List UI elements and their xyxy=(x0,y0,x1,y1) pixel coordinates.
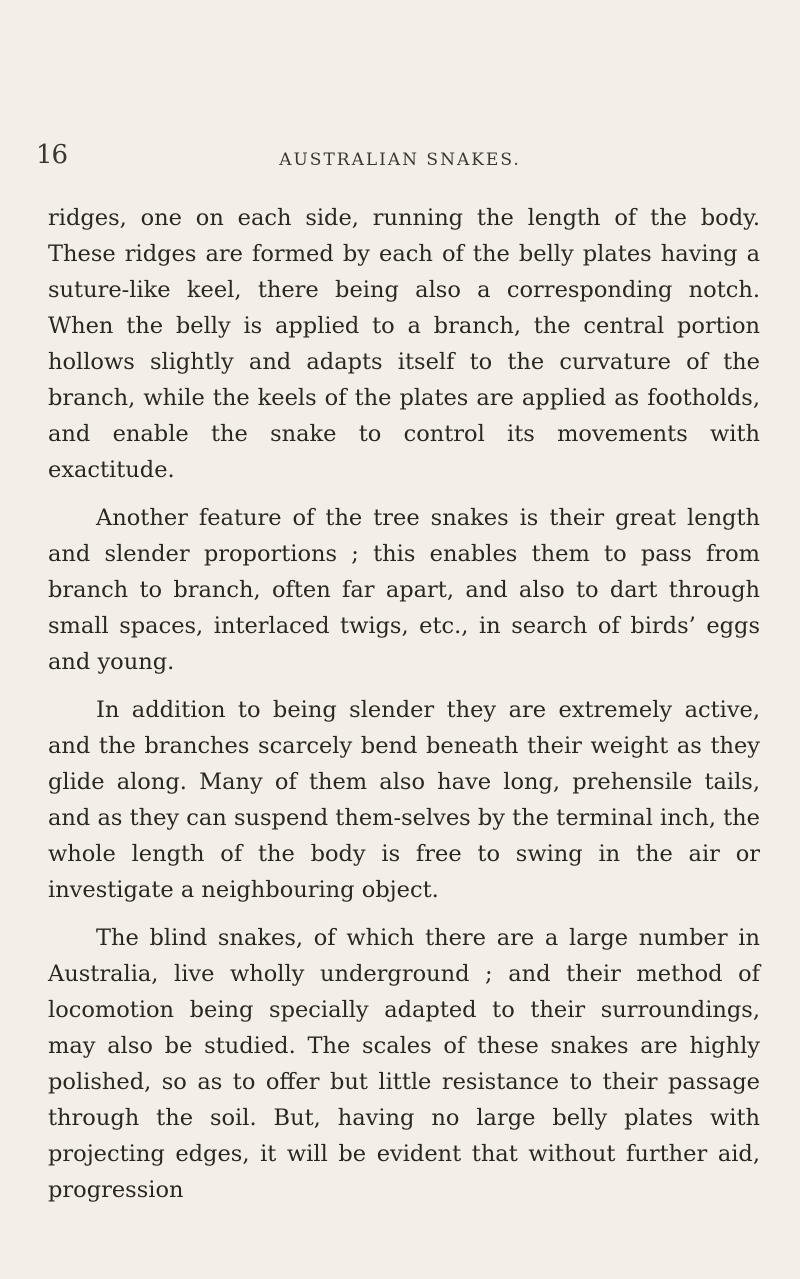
paragraph-blind-snakes: The blind snakes, of which there are a large number in Australia, live wholly underground ; and their method of locomotion being specially adapted to their surroundings, may also be studied. The scales of these snakes are highly polished, so as to offer but little resistance to their passage through the soil. But, having no large belly plates with projecting edges, it will be evident that without further aid, progression xyxy=(48,925,760,1203)
paragraph-continued: ridges, one on each side, running the length of the body. These ridges are formed by each of the belly plates having a suture-like keel, there being also a corresponding notch. When the belly is applied to a branch, the central portion hollows slightly and adapts itself to the curvature of the branch, while the keels of the plates are applied as footholds, and enable the snake to control its movements with exactitude. xyxy=(48,205,760,483)
running-title: AUSTRALIAN SNAKES. xyxy=(279,150,521,170)
paragraph-active-prehensile: In addition to being slender they are extremely active, and the branches scarcely bend beneath their weight as they glide along. Many of them also have long, prehensile tails, and as they can suspend them-selves by the terminal inch, the whole length of the body is free to swing in the air or investigate a neighbouring object. xyxy=(48,697,760,903)
body-text xyxy=(48,200,760,1220)
paragraph-tree-snakes-length: Another feature of the tree snakes is their great length and slender proportions ; this enables them to pass from branch to branch, often far apart, and also to dart through small spaces, interlaced twigs, etc., in search of birds’ eggs and young. xyxy=(48,505,760,675)
page-number: 16 xyxy=(36,140,68,170)
